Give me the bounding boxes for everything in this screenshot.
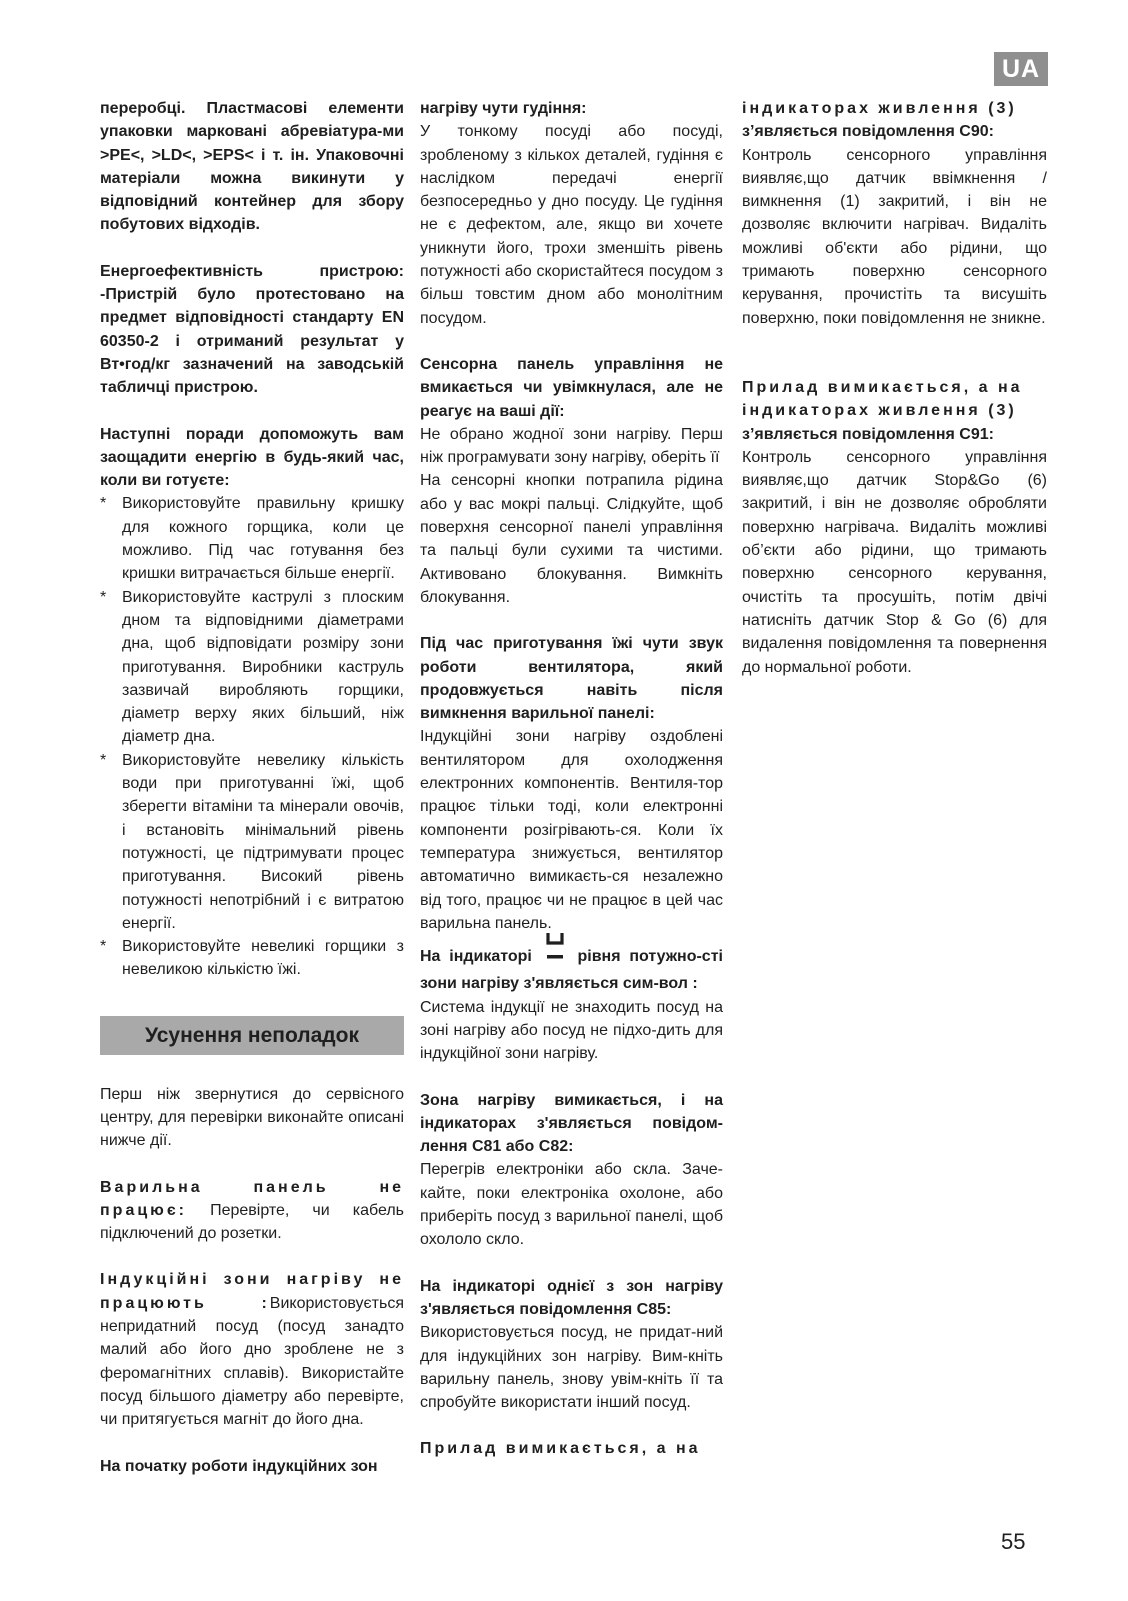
symbol-heading bbox=[420, 941, 723, 996]
zones-not-working-block bbox=[100, 1268, 404, 1431]
list-item: * Використовуйте невеликі горщики з невеликою кількістю їжі. bbox=[100, 935, 404, 982]
hum-text: У тонкому посуді або посуді, зробленому з кількох деталей, гудіння є наслідком передачі енергії безпосередньо у дно посуду. Це гудіння не є дефектом, але, якщо ви хочете уникнути його, трохи зменшіть рівень потужності або скористайтеся посудом з більш товстим дном або монолітним посудом. bbox=[420, 123, 723, 327]
c90-heading-cont-1: індикаторах живлення (3) bbox=[742, 100, 1017, 117]
symbol-heading-end: рівня потужно-сті зони нагріву з'являється сим-вол : bbox=[420, 947, 723, 993]
c81-heading: Зона нагріву вимикається, і на індикаторах з'являється повідом-лення C81 або C82: bbox=[420, 1091, 723, 1156]
panel-not-working-block bbox=[100, 1176, 404, 1246]
touch-panel-text-1: Не обрано жодної зони нагріву. Перш ніж програмувати зону нагріву, оберіть її bbox=[420, 425, 723, 467]
column-middle bbox=[420, 97, 723, 1461]
c90-text: Контроль сенсорного управління виявляє,що датчик ввімкнення / вимкнення (1) закритий, і він не дозволяє включити нагрівач. Видаліть можливі об'єкти або рідини, що тримають поверхню сенсорного керування, прочистіть та висушіть поверхню, поки повідомлення не зникне. bbox=[742, 146, 1047, 327]
zones-not-working-heading: Індукційні зони нагріву не працюють : bbox=[100, 1271, 404, 1312]
energy-efficiency-paragraph: Енергоефективність пристрою: -Пристрій було протестовано на предмет відповідності стандарту EN 60350-2 і отриманий результат у Вт•год/кг зазначений на заводській табличці пристрою. bbox=[100, 262, 404, 397]
fan-text: Індукційні зони нагріву оздоблені вентилятором для охолодження електронних компонентів. Вентиля-тор працює тільки тоді, коли електронні компоненти розігрівають-ся. Коли їх температура знижується, вентилятор автоматично вимикаєть-ся незалежно від того, працює чи не працює в цей час варильна панель. bbox=[420, 728, 723, 932]
symbol-heading-start: На індикаторі bbox=[420, 947, 532, 965]
page-number: 55 bbox=[1001, 1529, 1026, 1554]
c91-text: Контроль сенсорного управління виявляє,що датчик Stop&Go (6) закритий, і він не дозволяє обробляти поверхню нагрівача. Видаліть можливі об’єкти або рідини, що тримають поверхню сенсорного керування, очистіть та просушіть, потім двічі натисніть датчик Stop & Go (6) для видалення повідомлення та повернення до нормальної роботи. bbox=[742, 448, 1047, 676]
panel-not-working-heading: Варильна панель не працює: bbox=[100, 1178, 404, 1219]
list-item: * Використовуйте невелику кількість води при приготуванні їжі, щоб зберегти вітаміни та мінерали овочів, і встановіть мінімальний рівень потужності, це підтримувати процес приготування. Високий рівень потужності непотрібний і є витратою енергії. bbox=[100, 749, 404, 935]
c90-heading-start: Прилад вимикається, а на bbox=[420, 1440, 701, 1458]
touch-panel-text-2: На сенсорні кнопки потрапила рідина або у вас мокрі пальці. Слідкуйте, щоб поверхня сенсорної панелі управління та пальці були сухими та чистими. Активовано блокування. Вимкніть блокування. bbox=[420, 472, 723, 606]
c90-heading-cont-2: з’являється повідомлення C90: bbox=[742, 123, 994, 141]
panel-not-working-text: Перевірте, чи кабель підключений до розетки. bbox=[100, 1201, 404, 1243]
column-left bbox=[100, 97, 404, 1478]
fan-heading: Під час приготування їжі чути звук роботи вентилятора, який продовжується навіть після вимкнення варильної панелі: bbox=[420, 635, 723, 723]
symbol-text: Система індукції не знаходить посуд на зоні нагріву або посуд не підхо-дить для індукційної зони нагріву. bbox=[420, 998, 723, 1063]
energy-tips-heading: Наступні поради допоможуть вам заощадити енергію в будь-який час, коли ви готуєте: bbox=[100, 425, 404, 490]
zones-not-working-text: Використовується непридатний посуд (посуд занадто малий або його дно зроблене не з феромагнітних сплавів). Використайте посуд більшого діаметру або перевірте, чи притягується магніт до його дна. bbox=[100, 1294, 404, 1429]
section-title-troubleshooting: Усунення неполадок bbox=[100, 1016, 404, 1055]
no-pan-symbol-icon bbox=[545, 931, 565, 972]
hum-heading: нагріву чути гудіння: bbox=[420, 100, 587, 117]
language-badge: UA bbox=[994, 52, 1048, 86]
c91-heading-1: Прилад вимикається, а на bbox=[742, 378, 1023, 396]
packaging-paragraph: переробці. Пластмасові елементи упаковки марковані абревіатура-ми >PE<, >LD<, >EPS< і т. ін. Упаковочні матеріали можна викинути у відповідний контейнер для збору побутових відходів. bbox=[100, 100, 404, 234]
touch-panel-heading: Сенсорна панель управління не вмикається чи увімкнулася, але не реагує на ваші дії: bbox=[420, 355, 723, 420]
column-right bbox=[742, 97, 1047, 679]
before-service-paragraph: Перш ніж звернутися до сервісного центру, для перевірки виконайте описані нижче дії. bbox=[100, 1085, 404, 1150]
c85-heading: На індикаторі однієї з зон нагріву з'являється повідомлення C85: bbox=[420, 1277, 723, 1318]
energy-tips-list bbox=[100, 492, 404, 981]
c85-text: Використовується посуд, не придат-ний для індукційних зон нагріву. Вим-кніть варильну панель, знову увім-кніть її та спробуйте використати інший посуд. bbox=[420, 1324, 723, 1412]
start-hum-heading: На початку роботи індукційних зон bbox=[100, 1457, 378, 1475]
list-item: * Використовуйте правильну кришку для кожного горщика, коли це можливо. Під час готування без кришки витрачається більше енергії. bbox=[100, 492, 404, 585]
c91-heading-2: індикаторах живлення (3) bbox=[742, 402, 1017, 420]
c81-text: Перегрів електроніки або скла. Заче-кайте, поки електроніка охолоне, або приберіть посуд з варильної панелі, щоб охололо скло. bbox=[420, 1161, 723, 1249]
c91-heading-3: з’являється повідомлення C91: bbox=[742, 425, 994, 443]
list-item: * Використовуйте каструлі з плоским дном та відповідними діаметрами дна, щоб відповідати розміру зони приготування. Виробники каструль зазвичай виробляють горщики, діаметр верху яких більший, ніж діаметр дна. bbox=[100, 586, 404, 749]
